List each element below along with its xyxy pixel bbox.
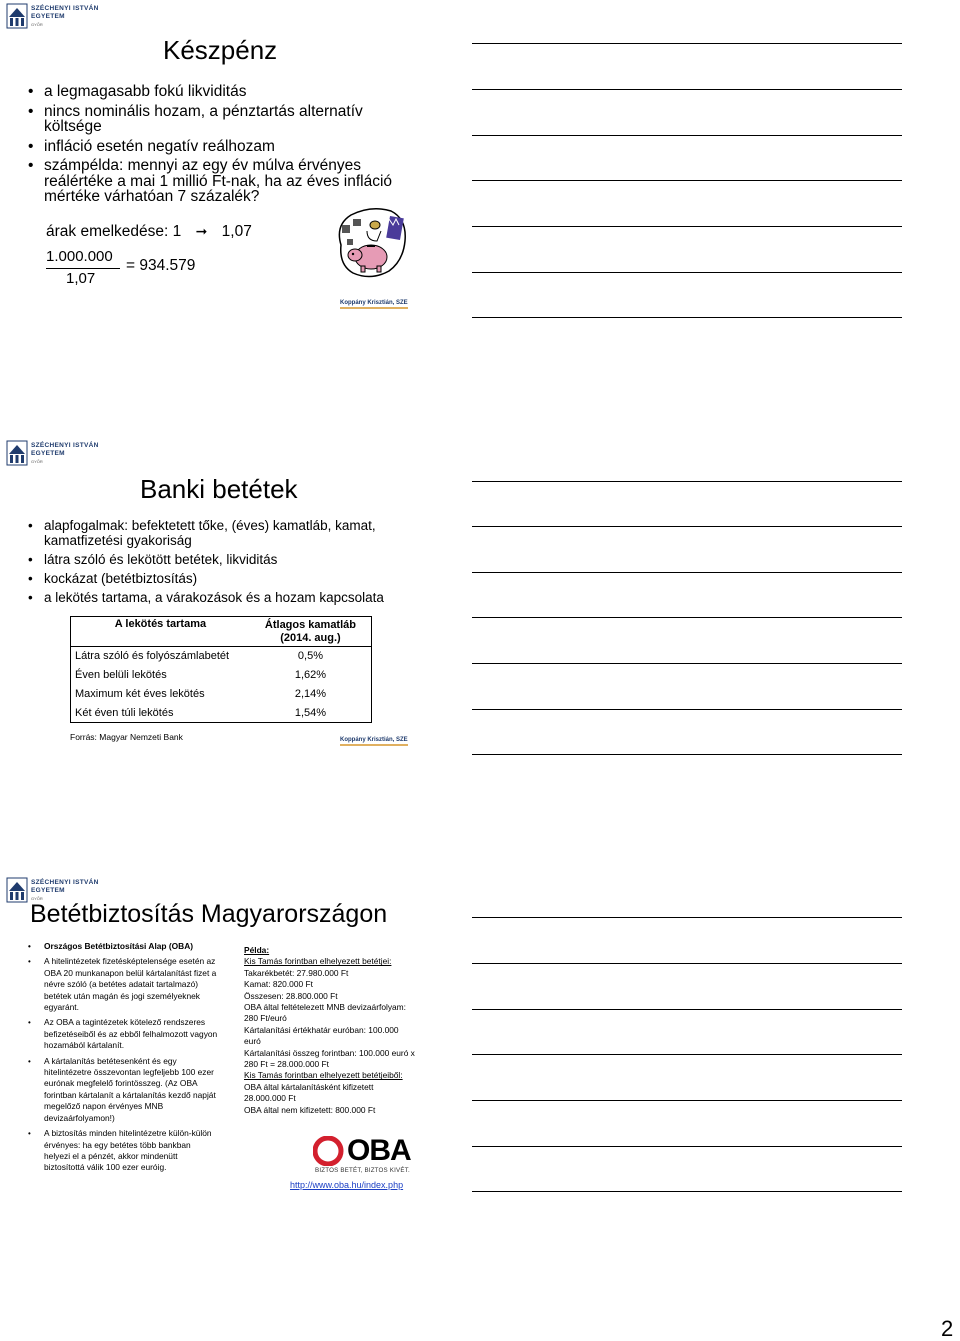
interest-rate-table: [70, 616, 372, 723]
price-increase-left: árak emelkedése: 1: [46, 223, 182, 240]
university-logo-icon: [6, 3, 28, 29]
piggy-bank-icon: [333, 205, 411, 283]
example-line2: OBA által kártalanításként kifizetett 28.000.000 Ft: [244, 1081, 374, 1104]
example-line: Összesen: 28.800.000 Ft: [244, 990, 338, 1001]
table-row: [71, 704, 372, 723]
oba-link[interactable]: http://www.oba.hu/index.php: [290, 1180, 404, 1190]
oba-tagline: BIZTOS BETÉT, BIZTOS KIVÉT.: [315, 1167, 410, 1174]
notes-line: [472, 317, 902, 318]
table-cell: Éven belüli lekötés: [75, 669, 167, 681]
notes-line: [472, 709, 902, 710]
arrow-right-icon: ➞: [195, 223, 208, 239]
logo-line2: EGYETEM: [31, 13, 65, 20]
page-number: 2: [941, 1316, 954, 1341]
notes-line: [472, 43, 902, 44]
university-logo-icon: [6, 440, 28, 466]
table-cell: Maximum két éves lekötés: [75, 688, 205, 700]
price-increase-line: [46, 223, 252, 241]
logo-line1: SZÉCHENYI ISTVÁN: [31, 879, 99, 886]
logo-line3: GYŐR: [31, 22, 43, 27]
table-cell: 2,14%: [294, 688, 327, 700]
slide3-title: Betétbiztosítás Magyarországon: [30, 900, 388, 928]
university-logo: [6, 440, 99, 470]
example-heading: Példa:: [244, 945, 270, 955]
slide3-bullet: • Az OBA a tagintézetek kötelező rendszeres befizetéseiből és az ebből felhalmozott vagyon hozamából kártalanít.: [28, 1017, 218, 1051]
table-cell: 1,62%: [294, 669, 327, 681]
notes-line: [472, 272, 902, 273]
table-row: [71, 685, 372, 704]
slide3-bullet: • A hitelintézetek fizetésképtelensége esetén az OBA 20 munkanapon belül kártalanítást fizet a névre szóló (a betétes adatait tartalmazó) betétek után magán és jogi személyeknek egyaránt.: [28, 956, 218, 1013]
table-header: A lekötés tartama: [114, 618, 207, 630]
slide2-title: Banki betétek: [140, 474, 298, 504]
table-header: Átlagos kamatláb (2014. aug.): [264, 619, 356, 644]
table-row: [71, 666, 372, 685]
slide2-bullet: • látra szóló és lekötött betétek, likviditás: [28, 552, 423, 567]
slide1-author: Koppány Krisztián, SZE: [340, 300, 408, 309]
notes-line: [472, 663, 902, 664]
notes-line: [472, 617, 902, 618]
logo-line1: SZÉCHENYI ISTVÁN: [31, 5, 99, 12]
notes-line: [472, 572, 902, 573]
university-logo-icon: [6, 877, 28, 903]
table-row: [71, 647, 372, 666]
slide1-bullet: • a legmagasabb fokú likviditás: [28, 84, 423, 100]
logo-line2: EGYETEM: [31, 887, 65, 894]
example-line: OBA által feltételezett MNB devizaárfolyam: 280 Ft/euró: [244, 1002, 406, 1024]
notes-line: [472, 481, 902, 482]
slide1-bullet: • nincs nominális hozam, a pénztartás alternatív költsége: [28, 104, 423, 135]
notes-line: [472, 135, 902, 136]
slide2-author: Koppány Krisztián, SZE: [340, 737, 408, 746]
slide1-title: Készpénz: [163, 35, 278, 65]
slide2-source: Forrás: Magyar Nemzeti Bank: [70, 732, 183, 742]
table-cell: Két éven túli lekötés: [75, 706, 174, 719]
slide2-bullet-list: [28, 518, 423, 609]
slide3-bullet-list: [28, 941, 218, 1178]
notes-line: [472, 1054, 902, 1055]
table-header-row: [71, 617, 372, 647]
table-cell: 1,54%: [294, 706, 327, 719]
university-logo: [6, 3, 99, 33]
logo-line3: GYŐR: [31, 896, 43, 901]
logo-line3: GYŐR: [31, 459, 43, 464]
slide3-bullet: • A kártalanítás betétesenként és egy hitelintézetre összevontan legfeljebb 100 ezer eurónak megfelelő forintösszeg. (Az OBA forintban kártalanít a kártalanítás kezdő napját megelőző napon érvényes MNB devizaárfolyamon!): [28, 1056, 218, 1124]
example-subheading: Kis Tamás forintban elhelyezett betétjei:: [244, 956, 392, 967]
slide1-bullet: • számpélda: mennyi az egy év múlva érvényes reálértéke a mai 1 millió Ft-nak, ha az éves infláció mértéke várhatóan 7 százalék?: [28, 158, 423, 205]
fraction-result: = 934.579: [126, 257, 196, 274]
oba-logo-text: OBA: [347, 1134, 411, 1167]
slide1-bullet-list: [28, 84, 423, 209]
price-increase-right: 1,07: [221, 223, 252, 240]
notes-line: [472, 754, 902, 755]
notes-line: [472, 226, 902, 227]
table-cell: 0,5%: [297, 650, 323, 663]
fraction-numerator: 1.000.000: [46, 248, 113, 265]
table-cell: Látra szóló és folyószámlabetét: [75, 650, 230, 663]
example-box: [244, 945, 416, 1116]
example-line: Kártalanítási értékhatár euróban: 100.000 euró: [244, 1024, 399, 1047]
notes-line: [472, 526, 902, 527]
notes-line: [472, 180, 902, 181]
slide2-bullet: • a lekötés tartama, a várakozások és a hozam kapcsolata: [28, 590, 423, 605]
notes-line: [472, 917, 902, 918]
notes-line: [472, 963, 902, 964]
notes-line: [472, 1146, 902, 1147]
logo-line2: EGYETEM: [31, 450, 65, 457]
notes-line: [472, 1009, 902, 1010]
slide3-bullet: • Országos Betétbiztosítási Alap (OBA): [28, 941, 218, 952]
example-subheading2: Kis Tamás forintban elhelyezett betétjeiből:: [244, 1070, 403, 1081]
logo-line1: SZÉCHENYI ISTVÁN: [31, 442, 99, 449]
fraction-bar: [46, 268, 120, 269]
notes-line: [472, 1100, 902, 1101]
example-line2: OBA által nem kifizetett: 800.000 Ft: [244, 1104, 376, 1115]
example-line: Kártalanítási összeg forintban: 100.000 euró x 280 Ft = 28.000.000 Ft: [244, 1047, 415, 1070]
slide2-bullet: • kockázat (betétbiztosítás): [28, 571, 423, 586]
example-line: Kamat: 820.000 Ft: [244, 979, 313, 990]
notes-line: [472, 1191, 902, 1192]
slide2-bullet: • alapfogalmak: befektetett tőke, (éves) kamatláb, kamat, kamatfizetési gyakoriság: [28, 518, 423, 548]
fraction: [46, 248, 126, 287]
slide1-bullet: • infláció esetén negatív reálhozam: [28, 139, 423, 155]
example-line: Takarékbetét: 27.980.000 Ft: [244, 967, 349, 978]
notes-line: [472, 89, 902, 90]
fraction-denominator: 1,07: [66, 270, 96, 287]
slide3-bullet: • A biztosítás minden hitelintézetre külön-külön érvényes: ha egy betétes több bankban helyezi el a pénzét, akkor mindenütt biztosítottá válik 100 ezer euróig.: [28, 1128, 218, 1174]
oba-logo: [313, 1136, 415, 1176]
